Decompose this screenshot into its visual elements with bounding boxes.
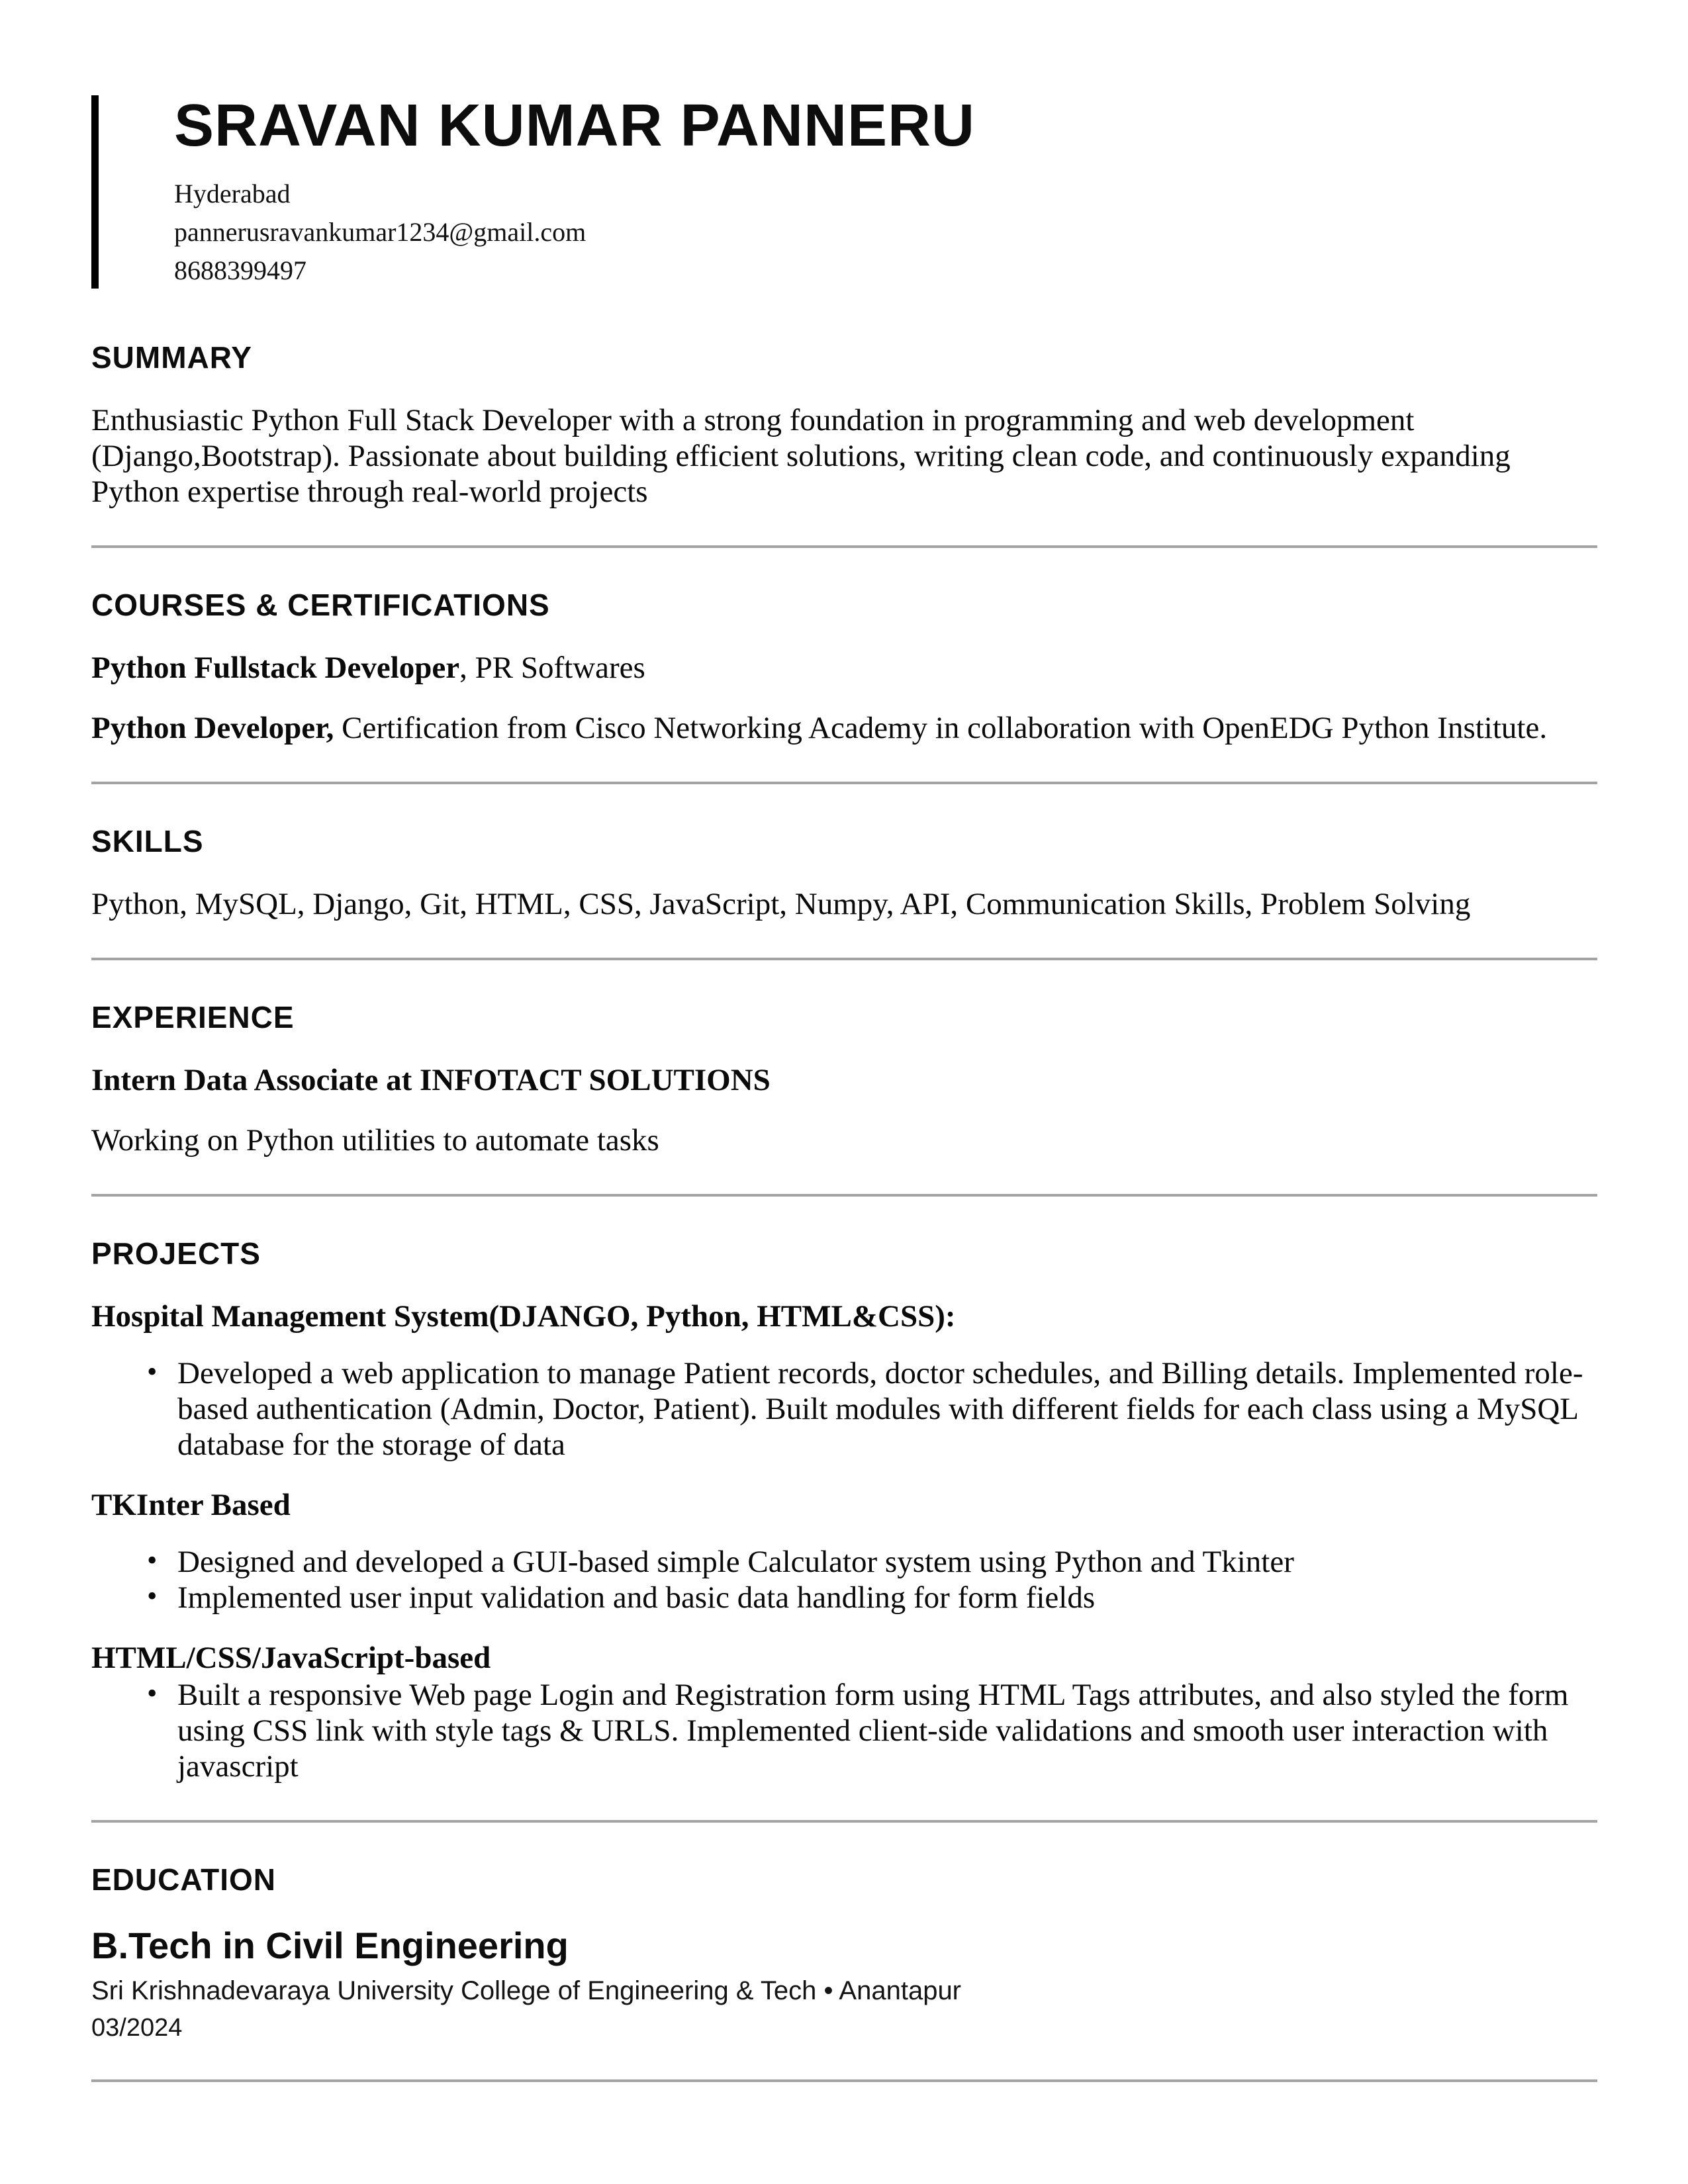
course-title: Python Fullstack Developer xyxy=(91,651,460,685)
contact-phone: 8688399497 xyxy=(174,255,306,285)
section-divider xyxy=(91,782,1597,784)
project-title xyxy=(91,1487,1597,1523)
course-detail: , PR Softwares xyxy=(459,651,645,685)
section-skills xyxy=(91,825,1597,922)
courses-heading: COURSES & CERTIFICATIONS xyxy=(91,588,550,622)
skills-heading: SKILLS xyxy=(91,824,204,858)
project-bullet: • Designed and developed a GUI-based simple Calculator system using Python and Tkinter xyxy=(91,1544,1597,1580)
education-heading: EDUCATION xyxy=(91,1862,277,1897)
header-text xyxy=(174,93,975,290)
project-bullet: • Built a responsive Web page Login and Registration form using HTML Tags attributes, and also styled the form using CSS link with style tags & URLS. Implemented client-side validations and smooth user interaction with javascript xyxy=(91,1677,1597,1784)
contact-email: pannerusravankumar1234@gmail.com xyxy=(174,217,586,247)
experience-role xyxy=(91,1062,1597,1098)
contact-location: Hyderabad xyxy=(174,179,291,208)
project-title-text: Hospital Management System(DJANGO, Python, HTML&CSS): xyxy=(91,1299,956,1334)
education-degree: B.Tech in Civil Engineering xyxy=(91,1925,569,1966)
section-education xyxy=(91,1864,1597,2044)
education-date: 03/2024 xyxy=(91,2014,183,2042)
projects-heading: PROJECTS xyxy=(91,1236,261,1271)
course-item xyxy=(91,710,1597,746)
project-title xyxy=(91,1298,1597,1334)
project-title xyxy=(91,1640,1597,1676)
experience-description: Working on Python utilities to automate tasks xyxy=(91,1123,659,1158)
section-divider xyxy=(91,2079,1597,2082)
project-title-text: HTML/CSS/JavaScript-based xyxy=(91,1641,491,1675)
project-bullet-list xyxy=(91,1544,1597,1615)
section-divider xyxy=(91,1820,1597,1823)
summary-text: Enthusiastic Python Full Stack Developer with a strong foundation in programming and web development (Django,Bootstrap). Passionate about building efficient solutions, writing clean code, and continuously expanding Python expertise through real-world projects xyxy=(91,403,1511,509)
summary-heading: SUMMARY xyxy=(91,340,252,375)
section-divider xyxy=(91,958,1597,960)
section-divider xyxy=(91,1194,1597,1197)
course-detail: Certification from Cisco Networking Academy in collaboration with OpenEDG Python Institute. xyxy=(334,711,1548,745)
experience-heading: EXPERIENCE xyxy=(91,1000,295,1034)
project-bullet: • Developed a web application to manage Patient records, doctor schedules, and Billing details. Implemented role-based authentication (Admin, Doctor, Patient). Built modules with different fields for each class using a MySQL database for the storage of data xyxy=(91,1355,1597,1463)
section-experience xyxy=(91,1001,1597,1158)
header xyxy=(91,93,1597,290)
project-bullet: • Implemented user input validation and basic data handling for form fields xyxy=(91,1580,1597,1615)
education-school: Sri Krishnadevaraya University College of Engineering & Tech • Anantapur xyxy=(91,1976,962,2005)
experience-role-title: Intern Data Associate at INFOTACT SOLUTIONS xyxy=(91,1063,771,1097)
project-bullet-list xyxy=(91,1677,1597,1784)
project-title-text: TKInter Based xyxy=(91,1488,291,1522)
course-item xyxy=(91,650,1597,686)
section-summary xyxy=(91,341,1597,510)
contact-block xyxy=(174,175,975,290)
page-title: SRAVAN KUMAR PANNERU xyxy=(174,93,975,159)
project-bullet-list xyxy=(91,1355,1597,1463)
skills-list: Python, MySQL, Django, Git, HTML, CSS, JavaScript, Numpy, API, Communication Skills, Problem Solving xyxy=(91,887,1471,921)
course-title: Python Developer, xyxy=(91,711,334,745)
accent-bar xyxy=(91,95,99,289)
section-divider xyxy=(91,545,1597,548)
section-projects xyxy=(91,1238,1597,1784)
section-courses xyxy=(91,589,1597,746)
